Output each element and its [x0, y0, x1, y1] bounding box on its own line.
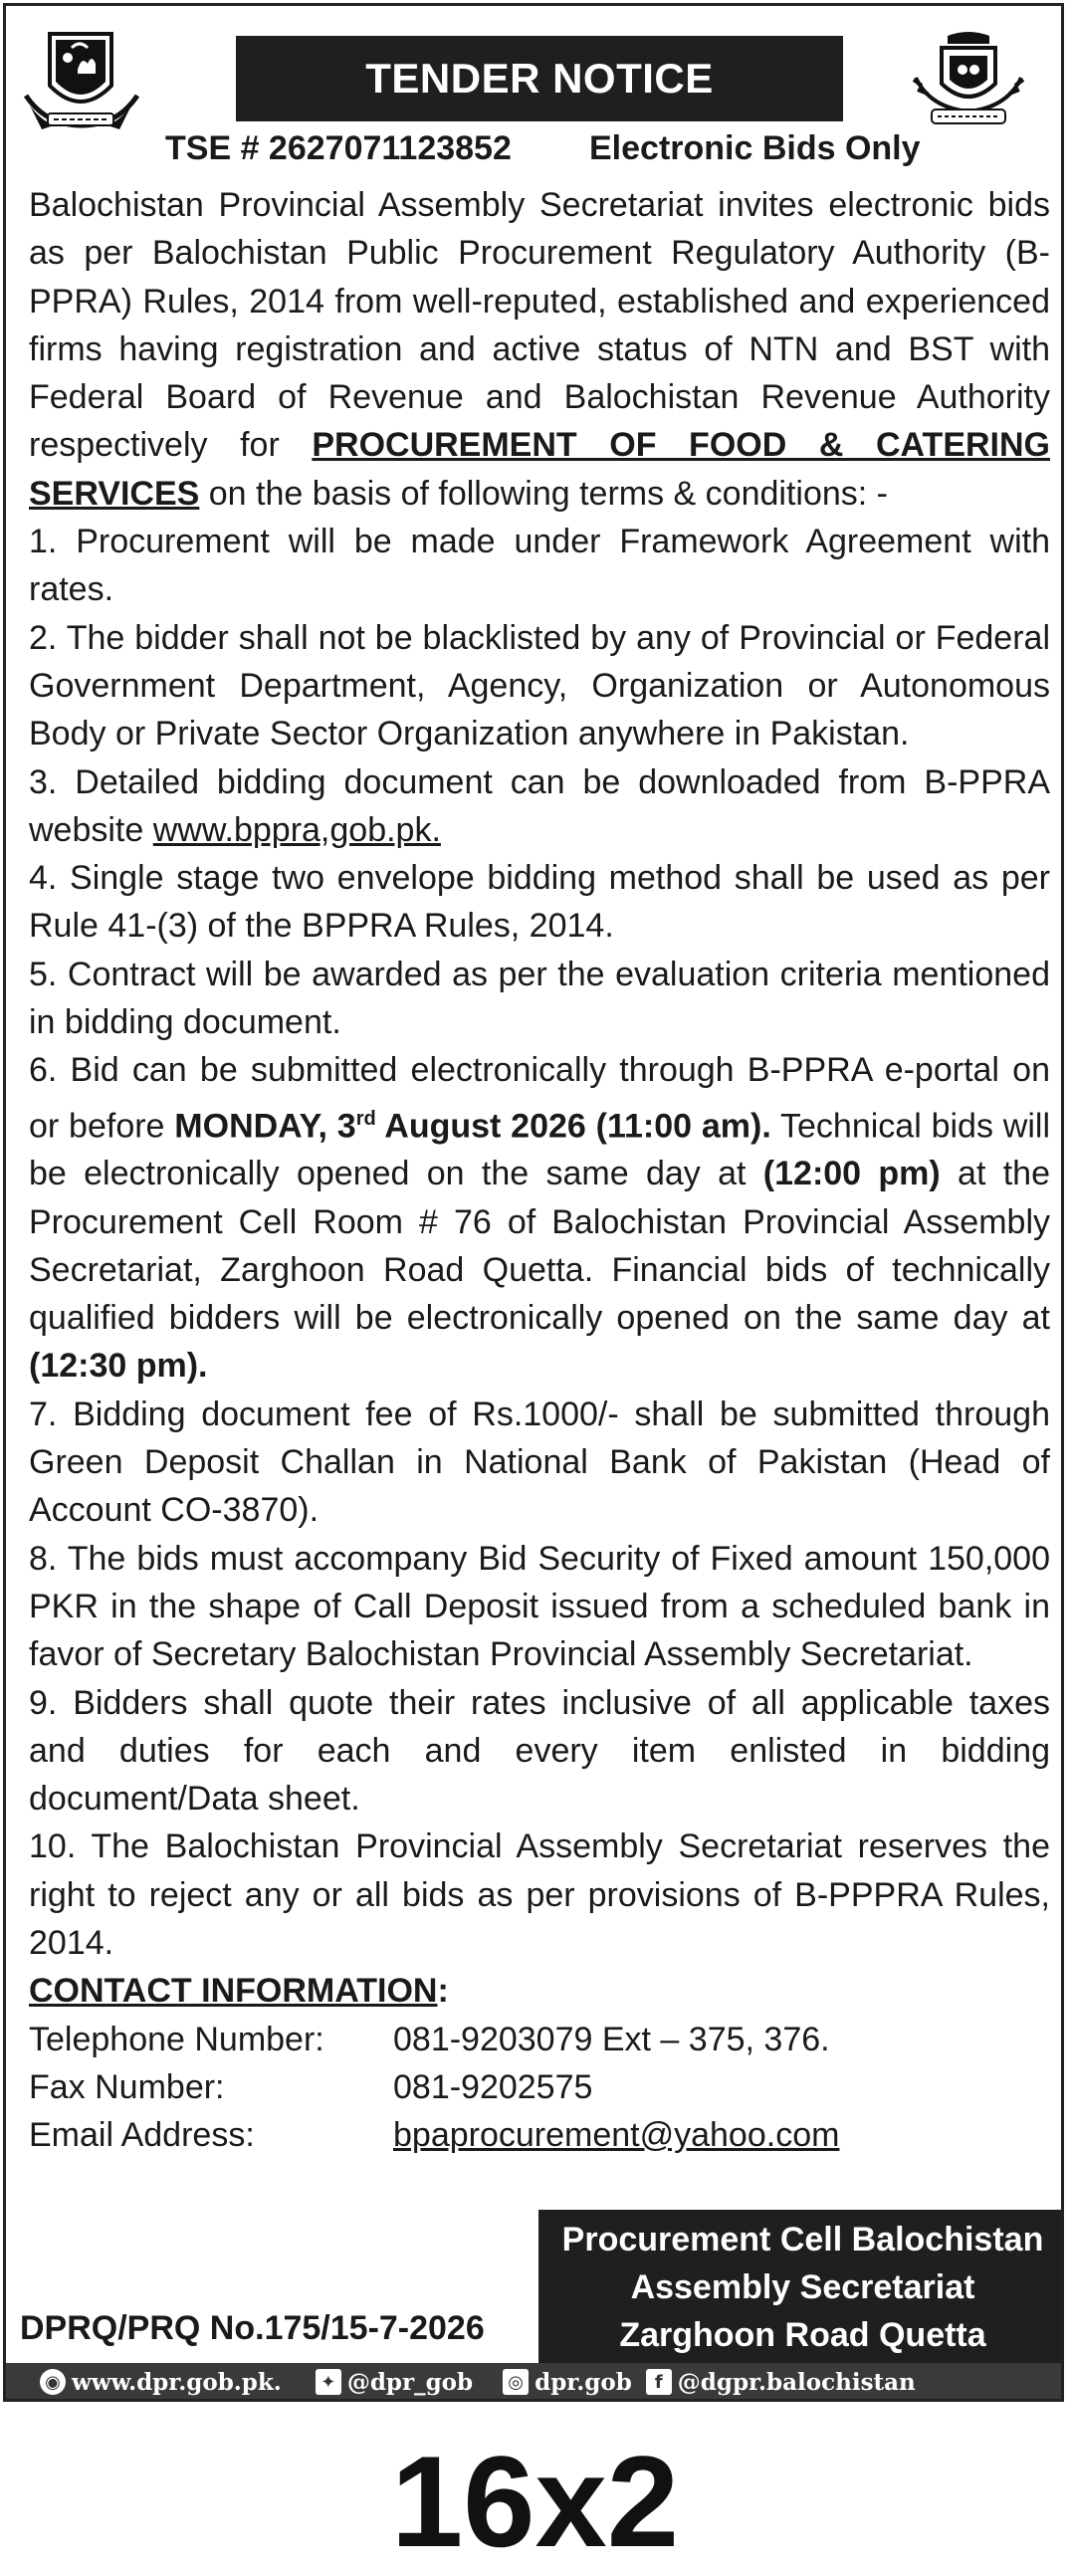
- bppra-website-link[interactable]: www.bppra,gob.pk.: [152, 810, 441, 849]
- fax-row: [29, 2063, 1050, 2111]
- contact-heading-text: CONTACT INFORMATION: [29, 1972, 438, 2011]
- intro-tail: on the basis of following terms & conditions: -: [199, 474, 888, 513]
- term-8: 8. The bids must accompany Bid Security of Fixed amount 150,000 PKR in the shape of Call Deposit issued from a scheduled bank in favor of Secretary Balochistan Provincial Assembly Secretariat.: [29, 1539, 1050, 1674]
- issuing-office-box: [538, 2210, 1064, 2365]
- twitter-icon: ✦: [316, 2369, 341, 2395]
- intro-text: Balochistan Provincial Assembly Secretariat invites electronic bids as per Balochistan Public Procurement Regulatory Authority (B-PPRA) Rules, 2014 from well-reputed, established and experienced firms having registration and active status of NTN and BST with Federal Board of Revenue and Balochistan Revenue Authority respectively for: [29, 186, 1050, 465]
- term-4: 4. Single stage two envelope bidding method shall be used as per Rule 41-(3) of the BPPRA Rules, 2014.: [29, 859, 1050, 946]
- term-6-a: 6. Bid can be submitted electronically through B-PPRA e-portal on or before: [29, 1051, 1050, 1145]
- footer-twitter[interactable]: [316, 2369, 473, 2396]
- term-3: [29, 758, 1050, 855]
- footer-twitter-text: @dpr_gob: [346, 2368, 474, 2396]
- office-line-1: Procurement Cell Balochistan: [561, 2221, 1044, 2258]
- term-10: 10. The Balochistan Provincial Assembly Secretariat reserves the right to reject any or all bids as per provisions of B-PPPRA Rules, 2014.: [29, 1827, 1050, 1963]
- procurement-subject: PROCUREMENT OF FOOD & CATERING SERVICES: [29, 426, 1050, 513]
- telephone-row: [29, 2016, 1050, 2063]
- footer-website-text: www.dpr.gob.pk.: [72, 2368, 282, 2396]
- ad-size-label: 16x2: [390, 2429, 680, 2574]
- term-7: 7. Bidding document fee of Rs.1000/- shall be submitted through Green Deposit Challan in National Bank of Pakistan (Head of Account CO-3870).: [29, 1395, 1050, 1530]
- facebook-icon: f: [646, 2369, 672, 2395]
- balochistan-emblem-logo: [20, 26, 141, 135]
- footer-instagram-text: dpr.gob: [535, 2368, 632, 2396]
- provincial-assembly-emblem-logo: [908, 26, 1029, 135]
- footer-social-bar: [6, 2363, 1061, 2401]
- footer-facebook-text: @dgpr.balochistan: [677, 2368, 916, 2396]
- deadline-date: August 2026 (11:00 am).: [375, 1106, 771, 1145]
- contact-heading-colon: :: [437, 1972, 449, 2011]
- instagram-icon: ◎: [503, 2369, 529, 2395]
- office-line-2: Assembly Secretariat: [630, 2268, 975, 2306]
- tse-number: TSE # 2627071123852: [165, 129, 512, 167]
- tender-notice-frame: [3, 3, 1064, 2402]
- dprq-reference: DPRQ/PRQ No.175/15-7-2026: [20, 2309, 485, 2347]
- term-6-c: at the Procurement Cell Room # 76 of Balochistan Provincial Assembly Secretariat, Zarghoon Road Quetta. Financial bids of technically qualified bidders will be electronically opened on the same day at: [29, 1155, 1050, 1338]
- globe-icon: ◉: [40, 2369, 66, 2395]
- deadline-ordinal: rd: [355, 1107, 376, 1130]
- fax-value: 081-9202575: [393, 2067, 593, 2106]
- intro-paragraph: [29, 181, 1050, 518]
- term-1: 1. Procurement will be made under Framework Agreement with rates.: [29, 523, 1050, 609]
- term-5: 5. Contract will be awarded as per the evaluation criteria mentioned in bidding document.: [29, 955, 1050, 1042]
- footer-facebook[interactable]: [646, 2369, 916, 2396]
- telephone-value: 081-9203079 Ext – 375, 376.: [393, 2020, 830, 2058]
- fax-label: Fax Number:: [29, 2067, 225, 2106]
- technical-opening-time: (12:00 pm): [762, 1155, 941, 1193]
- footer-instagram[interactable]: [503, 2369, 632, 2396]
- office-line-3: Zarghoon Road Quetta: [619, 2316, 986, 2354]
- term-6: [29, 1046, 1050, 1390]
- contact-heading: [29, 1967, 1050, 2015]
- email-value[interactable]: bpaprocurement@yahoo.com: [393, 2116, 840, 2155]
- notice-body: [29, 181, 1050, 2160]
- term-6-b: Technical bids will be electronically opened on the same day at: [29, 1106, 1050, 1193]
- term-3-text: 3. Detailed bidding document can be downloaded from B-PPRA website: [29, 762, 1050, 849]
- footer-website[interactable]: [40, 2369, 282, 2396]
- term-2: 2. The bidder shall not be blacklisted by any of Provincial or Federal Government Department, Agency, Organization or Autonomous Body or Private Sector Organization anywhere in Pakistan.: [29, 618, 1050, 753]
- tender-notice-title: TENDER NOTICE: [236, 36, 843, 121]
- email-label: Email Address:: [29, 2116, 255, 2155]
- term-9: 9. Bidders shall quote their rates inclusive of all applicable taxes and duties for each and every item enlisted in bidding document/Data sheet.: [29, 1683, 1050, 1819]
- telephone-label: Telephone Number:: [29, 2020, 324, 2058]
- financial-opening-time: (12:30 pm).: [29, 1347, 208, 1386]
- email-row: [29, 2111, 1050, 2159]
- electronic-bids-label: Electronic Bids Only: [589, 129, 921, 167]
- deadline-day: MONDAY, 3: [174, 1106, 356, 1145]
